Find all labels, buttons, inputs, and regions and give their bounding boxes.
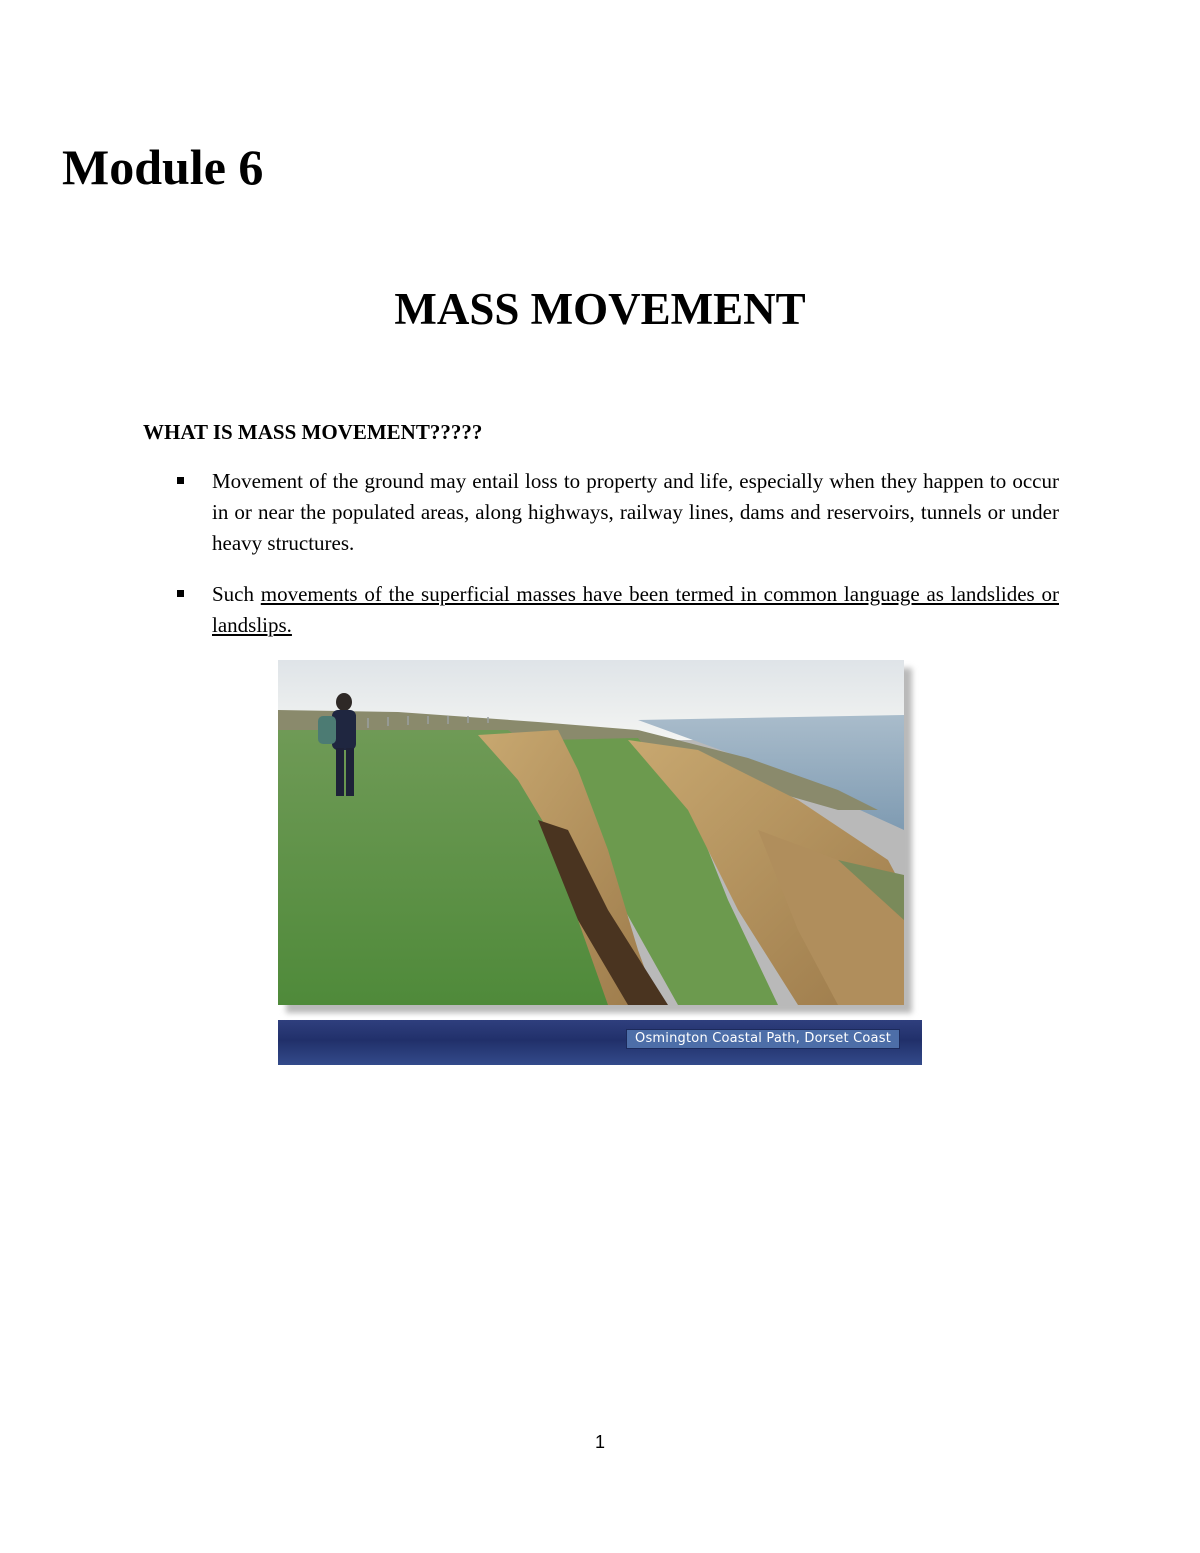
- bullet-list: [173, 466, 1059, 661]
- bullet-item: [173, 466, 1059, 559]
- bullet-text-underlined: movements of the superficial masses have been termed in common language as landslides or landslips.: [212, 582, 1059, 637]
- figure-caption: Osmington Coastal Path, Dorset Coast: [626, 1029, 900, 1049]
- square-bullet-icon: [177, 477, 184, 484]
- square-bullet-icon: [177, 590, 184, 597]
- caption-banner: [278, 1020, 922, 1065]
- bullet-item: [173, 579, 1059, 641]
- page-title: MASS MOVEMENT: [394, 284, 806, 334]
- bullet-text: Movement of the ground may entail loss to property and life, especially when they happen to occur in or near the populated areas, along highways, railway lines, dams and reservoirs, tunnels or under heavy structures.: [212, 469, 1059, 555]
- module-title: Module 6: [62, 139, 264, 195]
- page-number: 1: [594, 1432, 605, 1452]
- section-heading: WHAT IS MASS MOVEMENT?????: [143, 420, 483, 444]
- bullet-text-lead: Such: [212, 582, 261, 606]
- landslide-photo: [278, 660, 904, 1005]
- figure: [278, 660, 922, 1065]
